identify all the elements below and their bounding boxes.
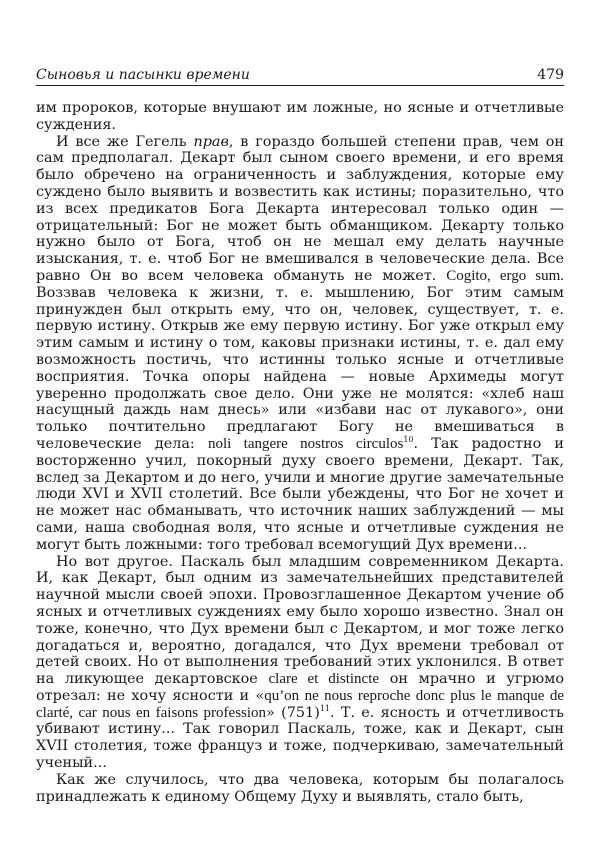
- page-number: 479: [537, 67, 564, 83]
- running-header: [36, 64, 564, 86]
- paragraph-3: [36, 554, 564, 772]
- paragraph-2: [36, 134, 564, 554]
- french-phrase-clare: clare et distincte: [268, 671, 380, 688]
- paragraph-2-text-c: Воззвав человека к жизни, т. е. мышлению, Бог этим самым принужден был открыть ему, что он, человек, существует, т. е. первую истину. Открыв же ему первую истину. Бог уже открыл ему этим самым и истину о том, каковы признаки истины, т. е. дал ему возможность постичь, что истинны только ясные и отчетливые восприятия. Точка опоры найдена — новые Архимеды могут уверенно продолжать свое дело. Они уже не молятся: «хлеб наш насущный даждь нам днесь» или «избави нас от лукавого», они только почтительно предлагают Богу не вмешиваться в человеческие дела:: [36, 284, 564, 452]
- paragraph-4: Как же случилось, что два человека, которым бы полагалось принадлежать к единому Общему Духу и выявлять, стало быть,: [36, 771, 564, 805]
- paragraph-2-text-b: , в гораздо большей степени прав, чем он сам предполагал. Декарт был сыном своего времени, и его время было обречено на ограниченность и заблуждения, которые ему суждено было выявить и возвестить как истины; поразительно, что из всех предикатов Бога Декарта интересовал только один — отрицательный: Бог не может быть обманщиком. Декарту только нужно было от Бога, чтоб он не мешал ему делать научные изыскания, т. е. чтоб Бог не вмешивался в человеческие дела. Все равно Он во всем человека обмануть не может.: [36, 133, 564, 284]
- paragraph-2-text-d: . Так радостно и восторженно учил, покорный духу своего времени, Декарт. Так, вслед за Декартом и до него, учили и многие другие замечательные люди XVI и XVII столетий. Все были убеждены, что Бог не хочет и не может нас обманывать, что источник наших заблуждений — мы сами, наша свободная воля, что ясные и отчетливые суждения не могут быть ложными: того требовал всемогущий Дух времени...: [36, 435, 565, 553]
- paragraph-1: им пророков, которые внушают им ложные, но ясные и отчетливые суждения.: [36, 100, 564, 133]
- paragraph-3-text-a: Но вот другое. Паскаль был младшим современником Декарта. И, как Декарт, был одним из замечательнейших представителей научной мысли своей эпохи. Провозглашенное Декартом учение об ясных и отчетливых суждениях ему было хорошо известно. Знал он тоже, конечно, что Дух времени был с Декартом, и мог тоже легко догадаться и, вероятно, догадался, что Дух времени требовал от детей своих. Но от выполнения требований этих уклонился. В ответ на ликующее декартовское: [36, 553, 564, 688]
- paragraph-3-text-d: . Т. е. ясность и отчетливость убивают истину... Так говорил Паскаль, тоже, как и Декарт, сын XVII столетия, тоже француз и тоже, подчеркиваю, замечательный ученый...: [36, 704, 564, 772]
- latin-phrase-noli-tangere: noli tangere nostros circulos: [207, 435, 404, 452]
- running-title: Сыновья и пасынки времени: [36, 67, 250, 83]
- footnote-ref-10: 10: [403, 435, 414, 445]
- paragraph-3-text-b: он мрачно и угрюмо отрезал: не хочу ясности и «: [36, 671, 564, 704]
- paragraph-3-text-c: » (751): [266, 704, 320, 721]
- footnote-ref-11: 11: [319, 703, 330, 713]
- body-text: [36, 100, 564, 805]
- paragraph-2-text-a: И все же Гегель: [56, 133, 194, 150]
- emphasis-prav: прав: [193, 133, 229, 150]
- french-quote-pascal: qu’on ne nous reproche donc plus le manque de clarté, car nous en faisons profession: [36, 687, 564, 721]
- latin-phrase-cogito: Cogito, ergo sum.: [446, 267, 564, 284]
